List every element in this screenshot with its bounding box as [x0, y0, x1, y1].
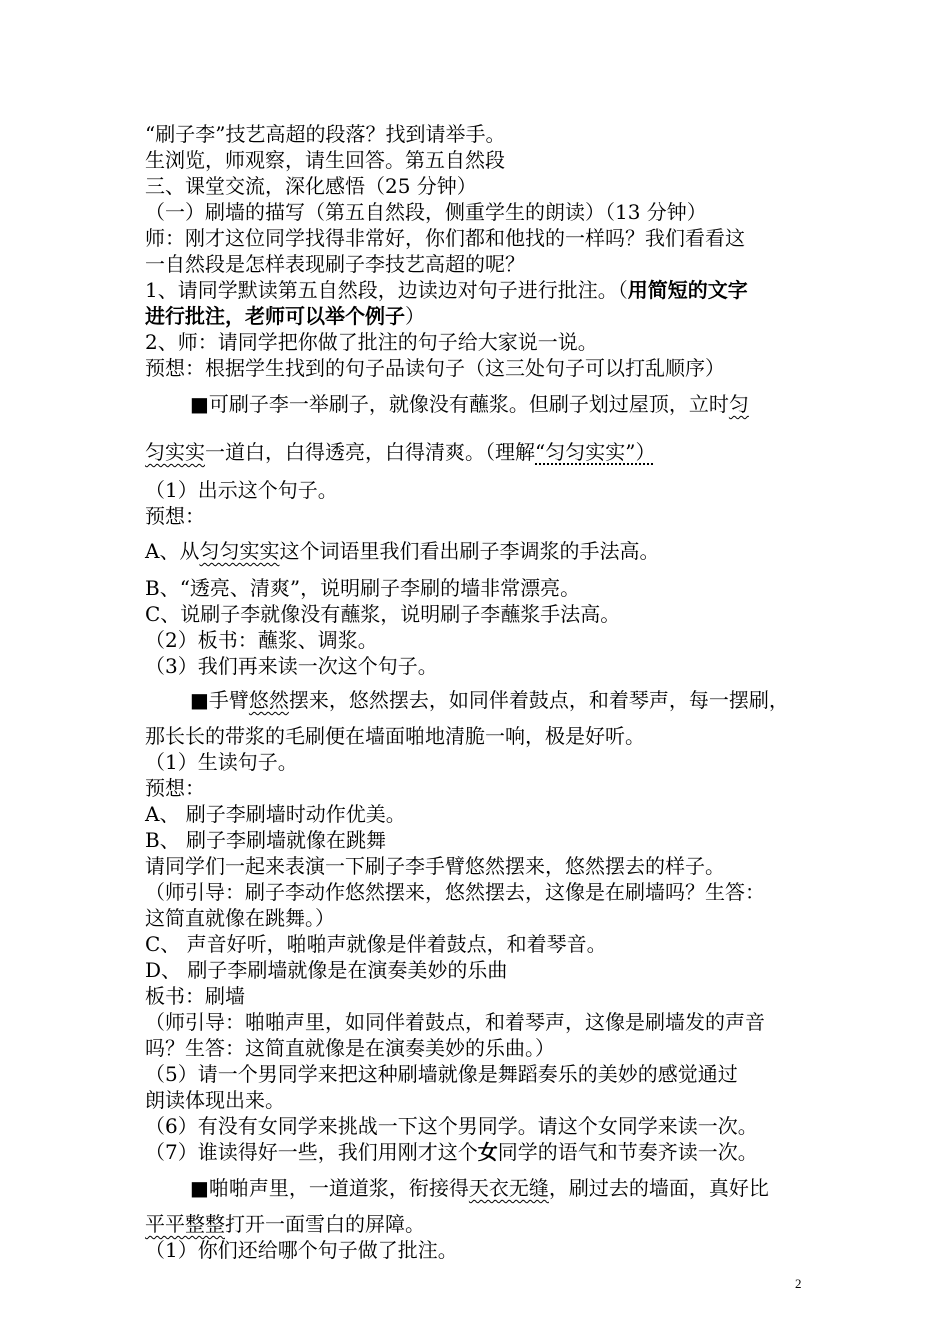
text-line: “刷子李”技艺高超的段落？找到请举手。: [145, 122, 506, 146]
section-heading: 三、课堂交流，深化感悟（25 分钟）: [145, 174, 477, 198]
dotted-underlined-text: “匀匀实实”）: [535, 440, 656, 464]
text-line: C、说刷子李就像没有蘸浆，说明刷子李蘸浆手法高。: [145, 602, 621, 626]
text-segment: （7）谁读得好一些，我们用刚才这个: [145, 1140, 478, 1164]
text-segment: 摆来，悠然摆去，如同伴着鼓点，和着琴声，每一摆刷，: [288, 688, 789, 712]
text-segment: 同学的语气和节奏齐读一次。: [497, 1140, 758, 1164]
text-line: 这简直就像在跳舞。）: [145, 906, 335, 930]
text-line: （2）板书：蘸浆、调浆。: [145, 628, 378, 652]
quoted-sentence: [190, 392, 749, 416]
text-line: （师引导：啪啪声里，如同伴着鼓点，和着琴声，这像是刷墙发的声音: [145, 1010, 765, 1034]
text-segment: 这个词语里我们看出刷子李调浆的手法高。: [279, 539, 660, 563]
page-number: 2: [795, 1276, 802, 1291]
wavy-underlined-word: 匀: [728, 392, 749, 416]
text-segment: 打开一面雪白的屏障。: [225, 1212, 425, 1236]
wavy-underlined-word: 悠然: [248, 688, 289, 712]
bold-text: 用简短的文字: [627, 278, 748, 302]
text-segment: ■可刷子李一举刷子，就像没有蘸浆。但刷子划过屋顶，立时: [190, 392, 729, 416]
text-line: B、“透亮、清爽”，说明刷子李刷的墙非常漂亮。: [145, 576, 581, 600]
quoted-sentence: [145, 440, 655, 464]
text-segment: A、从: [145, 539, 200, 563]
text-line: （3）我们再来读一次这个句子。: [145, 654, 438, 678]
text-line: [145, 1140, 758, 1164]
text-line: D、 刷子李刷墙就像是在演奏美妙的乐曲: [145, 958, 508, 982]
text-line: （1）你们还给哪个句子做了批注。: [145, 1238, 458, 1262]
text-line: 一自然段是怎样表现刷子李技艺高超的呢？: [145, 252, 525, 276]
quoted-sentence: [190, 1176, 769, 1200]
wavy-underlined-word: 匀匀实实: [199, 539, 280, 563]
text-line: （1）生读句子。: [145, 750, 298, 774]
quoted-sentence: [145, 1212, 425, 1236]
text-segment: ■啪啪声里，一道道浆，衔接得: [190, 1176, 469, 1200]
bold-text: 进行批注，老师可以举个例子: [145, 304, 405, 328]
text-line: A、 刷子李刷墙时动作优美。: [145, 802, 406, 826]
text-line: （师引导：刷子李动作悠然摆来，悠然摆去，这像是在刷墙吗？生答：: [145, 880, 765, 904]
text-line: 预想：根据学生找到的句子品读句子（这三处句子可以打乱顺序）: [145, 356, 725, 380]
text-line: 师：刚才这位同学找得非常好，你们都和他找的一样吗？我们看看这: [145, 226, 745, 250]
wavy-underlined-word: 平平整整: [145, 1212, 225, 1236]
text-line: 吗？生答：这简直就像是在演奏美妙的乐曲。）: [145, 1036, 555, 1060]
wavy-underlined-word: 天衣无缝: [468, 1176, 549, 1200]
quoted-sentence: [190, 688, 789, 712]
text-line: （5）请一个男同学来把这种刷墙就像是舞蹈奏乐的美妙的感觉通过: [145, 1062, 738, 1086]
text-segment: ）: [405, 304, 425, 328]
text-segment: 1、请同学默读第五自然段，边读边对句子进行批注。（: [145, 278, 628, 302]
text-line: 请同学们一起来表演一下刷子李手臂悠然摆来，悠然摆去的样子。: [145, 854, 725, 878]
text-segment: ■手臂: [190, 688, 249, 712]
text-line: 板书：刷墙: [145, 984, 245, 1008]
bold-text: 女: [477, 1140, 498, 1164]
text-line: 朗读体现出来。: [145, 1088, 285, 1112]
text-line: [145, 539, 659, 563]
text-line: [145, 278, 748, 302]
text-line: （6）有没有女同学来挑战一下这个男同学。请这个女同学来读一次。: [145, 1114, 758, 1138]
subsection-heading: （一）刷墙的描写（第五自然段，侧重学生的朗读）（13 分钟）: [145, 200, 707, 224]
quoted-sentence: 那长长的带浆的毛刷便在墙面啪地清脆一响，极是好听。: [145, 724, 645, 748]
text-line: [145, 304, 425, 328]
text-line: 预想：: [145, 504, 205, 528]
text-segment: ，刷过去的墙面，真好比: [548, 1176, 769, 1200]
text-line: （1）出示这个句子。: [145, 478, 338, 502]
text-line: 预想：: [145, 776, 205, 800]
text-line: C、 声音好听，啪啪声就像是伴着鼓点，和着琴音。: [145, 932, 607, 956]
wavy-underlined-word: 匀实实: [145, 440, 205, 464]
text-segment: 一道白，白得透亮，白得清爽。（理解: [205, 440, 535, 464]
text-line: 2、师：请同学把你做了批注的句子给大家说一说。: [145, 330, 598, 354]
text-line: B、 刷子李刷墙就像在跳舞: [145, 828, 387, 852]
text-line: 生浏览，师观察，请生回答。第五自然段: [145, 148, 505, 172]
